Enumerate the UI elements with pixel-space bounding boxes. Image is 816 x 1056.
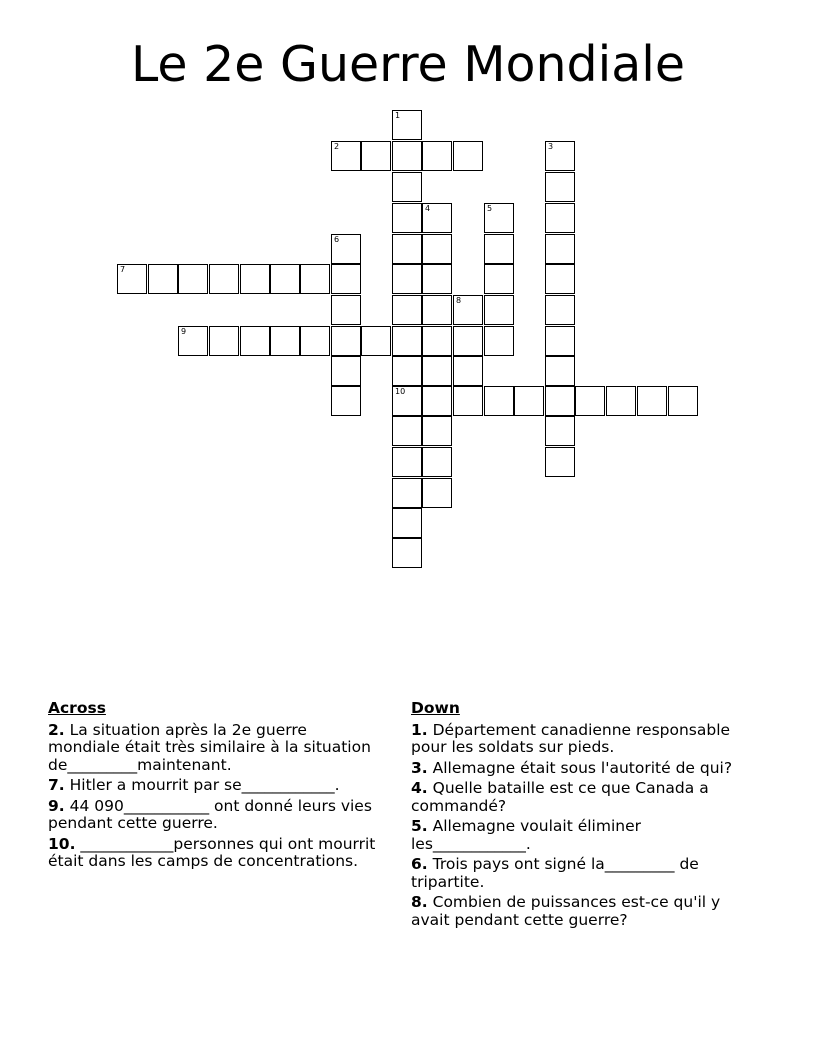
crossword-cell[interactable] xyxy=(392,538,422,568)
cell-number: 6 xyxy=(334,235,340,244)
crossword-cell[interactable] xyxy=(545,295,575,325)
clue-number: 1. xyxy=(411,720,428,739)
crossword-cell[interactable] xyxy=(331,386,361,416)
down-clues xyxy=(411,700,761,932)
crossword-cell[interactable] xyxy=(270,326,300,356)
down-heading: Down xyxy=(411,699,460,717)
crossword-cell[interactable] xyxy=(606,386,636,416)
clue-number: 7. xyxy=(48,776,65,794)
across-clue-9 xyxy=(48,798,383,833)
cell-number: 10 xyxy=(395,387,406,396)
clue-number: 8. xyxy=(411,893,428,911)
clue-number: 3. xyxy=(411,758,428,777)
crossword-cell[interactable] xyxy=(331,264,361,294)
crossword-cell[interactable] xyxy=(392,234,422,264)
crossword-cell[interactable] xyxy=(453,356,483,386)
cell-number: 1 xyxy=(395,111,401,120)
crossword-cell[interactable] xyxy=(392,356,422,386)
crossword-cell[interactable] xyxy=(575,386,605,416)
crossword-cell[interactable] xyxy=(392,264,422,294)
crossword-cell[interactable] xyxy=(514,386,544,416)
across-clue-10 xyxy=(48,836,383,871)
crossword-cell[interactable] xyxy=(484,326,514,356)
clue-number: 6. xyxy=(411,855,428,873)
crossword-cell[interactable] xyxy=(422,141,452,171)
crossword-cell[interactable] xyxy=(331,141,361,171)
cell-number: 3 xyxy=(548,142,554,151)
crossword-cell[interactable] xyxy=(484,295,514,325)
down-clue-3 xyxy=(411,760,761,778)
crossword-cell[interactable] xyxy=(392,141,422,171)
crossword-cell[interactable] xyxy=(392,203,422,233)
clue-text: 44 090___________ ont donné leurs vies pendant cette guerre. xyxy=(48,796,372,832)
crossword-cell[interactable] xyxy=(240,326,270,356)
crossword-cell[interactable] xyxy=(484,203,514,233)
clue-text: Combien de puissances est-ce qu'il y avait pendant cette guerre? xyxy=(411,893,721,929)
crossword-cell[interactable] xyxy=(270,264,300,294)
clue-text: Quelle bataille est ce que Canada a commandé? xyxy=(411,779,709,815)
crossword-cell[interactable] xyxy=(545,172,575,202)
crossword-cell[interactable] xyxy=(545,264,575,294)
clue-number: 5. xyxy=(411,817,428,835)
crossword-cell[interactable] xyxy=(361,141,391,171)
clue-text: Département canadienne responsable pour les soldats sur pieds. xyxy=(411,720,731,756)
crossword-cell[interactable] xyxy=(392,295,422,325)
crossword-cell[interactable] xyxy=(392,110,422,140)
crossword-cell[interactable] xyxy=(422,295,452,325)
crossword-cell[interactable] xyxy=(331,356,361,386)
cell-number: 2 xyxy=(334,142,340,151)
crossword-cell[interactable] xyxy=(422,447,452,477)
cell-number: 4 xyxy=(425,204,431,213)
crossword-cell[interactable] xyxy=(453,295,483,325)
cell-number: 9 xyxy=(181,327,187,336)
crossword-cell[interactable] xyxy=(422,326,452,356)
crossword-cell[interactable] xyxy=(545,416,575,446)
across-clue-7 xyxy=(48,777,383,795)
crossword-cell[interactable] xyxy=(331,234,361,264)
crossword-cell[interactable] xyxy=(392,478,422,508)
crossword-cell[interactable] xyxy=(545,386,575,416)
clue-text: Allemagne était sous l'autorité de qui? xyxy=(432,758,733,777)
crossword-cell[interactable] xyxy=(422,386,452,416)
crossword-cell[interactable] xyxy=(392,416,422,446)
crossword-cell[interactable] xyxy=(453,141,483,171)
crossword-cell[interactable] xyxy=(331,326,361,356)
cell-number: 5 xyxy=(487,204,493,213)
crossword-cell[interactable] xyxy=(300,264,330,294)
crossword-cell[interactable] xyxy=(422,264,452,294)
crossword-cell[interactable] xyxy=(240,264,270,294)
crossword-cell[interactable] xyxy=(484,234,514,264)
crossword-cell[interactable] xyxy=(545,234,575,264)
across-heading: Across xyxy=(48,699,106,717)
down-clue-1 xyxy=(411,722,761,757)
crossword-cell[interactable] xyxy=(453,386,483,416)
crossword-cell[interactable] xyxy=(422,356,452,386)
clue-text: Allemagne voulait éliminer les____________. xyxy=(411,817,641,853)
down-clue-5 xyxy=(411,818,761,853)
crossword-cell[interactable] xyxy=(668,386,698,416)
crossword-cell[interactable] xyxy=(392,386,422,416)
down-clue-8 xyxy=(411,894,761,929)
crossword-cell[interactable] xyxy=(545,326,575,356)
across-clues xyxy=(48,700,383,874)
clue-text: La situation après la 2e guerre mondiale était très similaire à la situation de_________maintenant. xyxy=(48,720,371,774)
clue-number: 9. xyxy=(48,796,65,815)
crossword-cell[interactable] xyxy=(300,326,330,356)
crossword-cell[interactable] xyxy=(361,326,391,356)
crossword-cell[interactable] xyxy=(331,295,361,325)
crossword-cell[interactable] xyxy=(178,326,208,356)
page-title: Le 2e Guerre Mondiale xyxy=(130,36,686,93)
crossword-cell[interactable] xyxy=(392,326,422,356)
crossword-cell[interactable] xyxy=(484,386,514,416)
crossword-cell[interactable] xyxy=(637,386,667,416)
down-clue-4 xyxy=(411,780,761,815)
clue-text: ____________personnes qui ont mourrit était dans les camps de concentrations. xyxy=(48,834,376,870)
cell-number: 7 xyxy=(120,265,126,274)
clue-number: 4. xyxy=(411,779,428,797)
crossword-cell[interactable] xyxy=(209,326,239,356)
crossword-cell[interactable] xyxy=(545,203,575,233)
crossword-cell[interactable] xyxy=(545,141,575,171)
crossword-cell[interactable] xyxy=(453,326,483,356)
crossword-cell[interactable] xyxy=(545,356,575,386)
down-clue-6 xyxy=(411,856,761,891)
clue-text: Trois pays ont signé la_________ de tripartite. xyxy=(411,855,699,891)
crossword-cell[interactable] xyxy=(392,172,422,202)
crossword-cell[interactable] xyxy=(392,447,422,477)
crossword-cell[interactable] xyxy=(484,264,514,294)
clue-number: 2. xyxy=(48,720,65,739)
clue-number: 10. xyxy=(48,834,76,853)
crossword-cell[interactable] xyxy=(117,264,147,294)
crossword-cell[interactable] xyxy=(422,478,452,508)
cell-number: 8 xyxy=(456,296,462,305)
crossword-cell[interactable] xyxy=(148,264,178,294)
crossword-cell[interactable] xyxy=(392,508,422,538)
crossword-cell[interactable] xyxy=(422,416,452,446)
crossword-cell[interactable] xyxy=(422,203,452,233)
crossword-cell[interactable] xyxy=(209,264,239,294)
crossword-cell[interactable] xyxy=(545,447,575,477)
clue-text: Hitler a mourrit par se____________. xyxy=(69,776,340,794)
crossword-cell[interactable] xyxy=(422,234,452,264)
crossword-cell[interactable] xyxy=(178,264,208,294)
across-clue-2 xyxy=(48,722,383,775)
